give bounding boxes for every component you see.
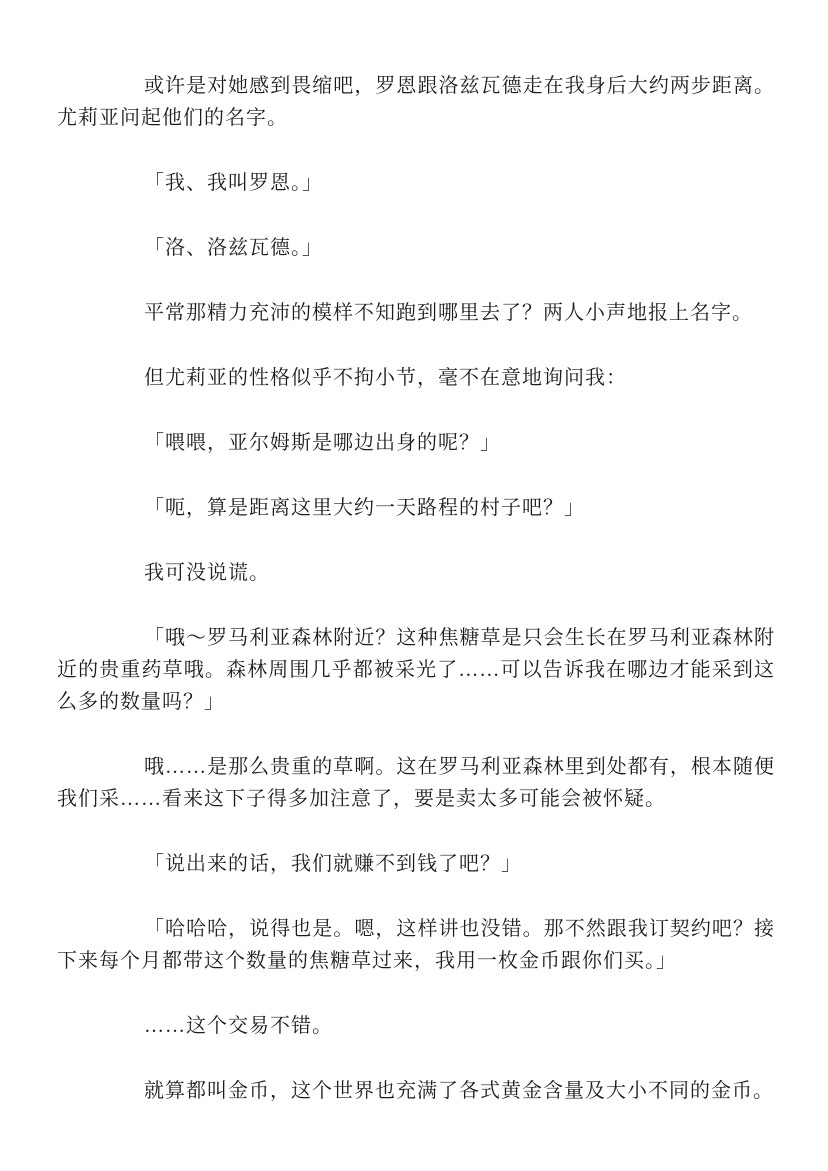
paragraph: 平常那精力充沛的模样不知跑到哪里去了？两人小声地报上名字。 (144, 302, 753, 324)
paragraph: 哦……是那么贵重的草啊。这在罗马利亚森林里到处都有，根本随便我们采……看来这下子得多加注意了，要是卖太多可能会被怀疑。 (57, 756, 775, 810)
paragraph: 就算都叫金币，这个世界也充满了各式黄金含量及大小不同的金币。 (144, 1080, 774, 1102)
paragraph-dialogue: 「说出来的话，我们就赚不到钱了吧？」 (144, 853, 522, 875)
paragraph-dialogue: 「呃，算是距离这里大约一天路程的村子吧？」 (144, 497, 585, 519)
paragraph-dialogue: 「哦～罗马利亚森林附近？这种焦糖草是只会生长在罗马利亚森林附近的贵重药草哦。森林周围几乎都被采光了……可以告诉我在哪边才能采到这么多的数量吗？」 (57, 627, 775, 713)
paragraph-dialogue: 「喂喂，亚尔姆斯是哪边出身的呢？」 (144, 432, 501, 454)
paragraph: 或许是对她感到畏缩吧，罗恩跟洛兹瓦德走在我身后大约两步距离。尤莉亚问起他们的名字。 (57, 75, 775, 129)
paragraph-dialogue: 「哈哈哈，说得也是。嗯，这样讲也没错。那不然跟我订契约吧？接下来每个月都带这个数量的焦糖草过来，我用一枚金币跟你们买。」 (57, 918, 775, 972)
paragraph: 我可没说谎。 (144, 562, 270, 584)
paragraph: 但尤莉亚的性格似乎不拘小节，毫不在意地询问我： (144, 367, 627, 389)
paragraph-dialogue: 「洛、洛兹瓦德。」 (144, 237, 323, 259)
document-text-body (57, 70, 775, 1107)
paragraph: ……这个交易不错。 (144, 1015, 333, 1037)
paragraph-dialogue: 「我、我叫罗恩。」 (144, 172, 323, 194)
